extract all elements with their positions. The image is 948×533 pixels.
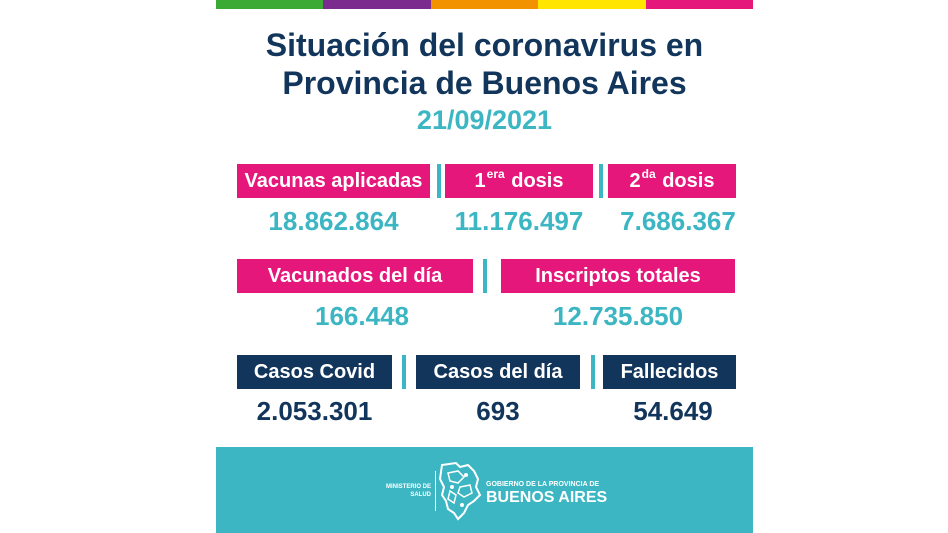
title-line-1: Situación del coronavirus en [265, 27, 704, 63]
vaccines-applied-value: 18.862.864 [268, 206, 399, 236]
second-dose-prefix: 2 [629, 170, 641, 192]
government-line-2: BUENOS AIRES [486, 489, 608, 506]
first-dose-sup: era [486, 167, 505, 181]
registered-total-value: 12.735.850 [552, 301, 684, 331]
separator [402, 355, 406, 389]
separator [599, 164, 603, 198]
cases-today-value: 693 [476, 396, 520, 426]
stripe-yellow [538, 0, 645, 9]
second-dose-sup: da [641, 167, 656, 181]
footer-banner [216, 447, 753, 533]
separator [591, 355, 595, 389]
deaths-label: Fallecidos [603, 355, 736, 389]
registered-total-label: Inscriptos totales [501, 259, 735, 293]
infographic-card [216, 0, 753, 533]
government-line-1: GOBIERNO DE LA PROVINCIA DE [486, 481, 600, 488]
deaths-value: 54.649 [633, 396, 713, 426]
ministry-line-1: MINISTERIO DE [385, 484, 431, 490]
first-dose-prefix: 1 [474, 170, 486, 192]
cases-today-label: Casos del día [416, 355, 580, 389]
title-line-2: Provincia de Buenos Aires [282, 65, 687, 101]
stripe-orange [431, 0, 538, 9]
vaccines-applied-label: Vacunas aplicadas [237, 164, 430, 198]
ministry-line-2: SALUD [410, 492, 431, 498]
separator [437, 164, 441, 198]
report-date: 21/09/2021 [416, 105, 553, 135]
vaccinated-today-label: Vacunados del día [237, 259, 473, 293]
second-dose-label [608, 164, 736, 198]
separator [483, 259, 487, 293]
first-dose-label [445, 164, 593, 198]
stripe-purple [323, 0, 430, 9]
footer-divider [435, 471, 436, 511]
second-dose-suffix: dosis [662, 170, 715, 192]
first-dose-value: 11.176.497 [454, 206, 584, 236]
stripe-green [216, 0, 323, 9]
first-dose-suffix: dosis [511, 170, 564, 192]
color-stripes [216, 0, 753, 9]
ministry-label [373, 483, 431, 499]
second-dose-value: 7.686.367 [620, 206, 736, 236]
covid-cases-label: Casos Covid [237, 355, 392, 389]
covid-cases-value: 2.053.301 [256, 396, 373, 426]
stripe-pink [646, 0, 753, 9]
vaccinated-today-value: 166.448 [315, 301, 409, 331]
province-map-logo-icon [438, 461, 482, 521]
